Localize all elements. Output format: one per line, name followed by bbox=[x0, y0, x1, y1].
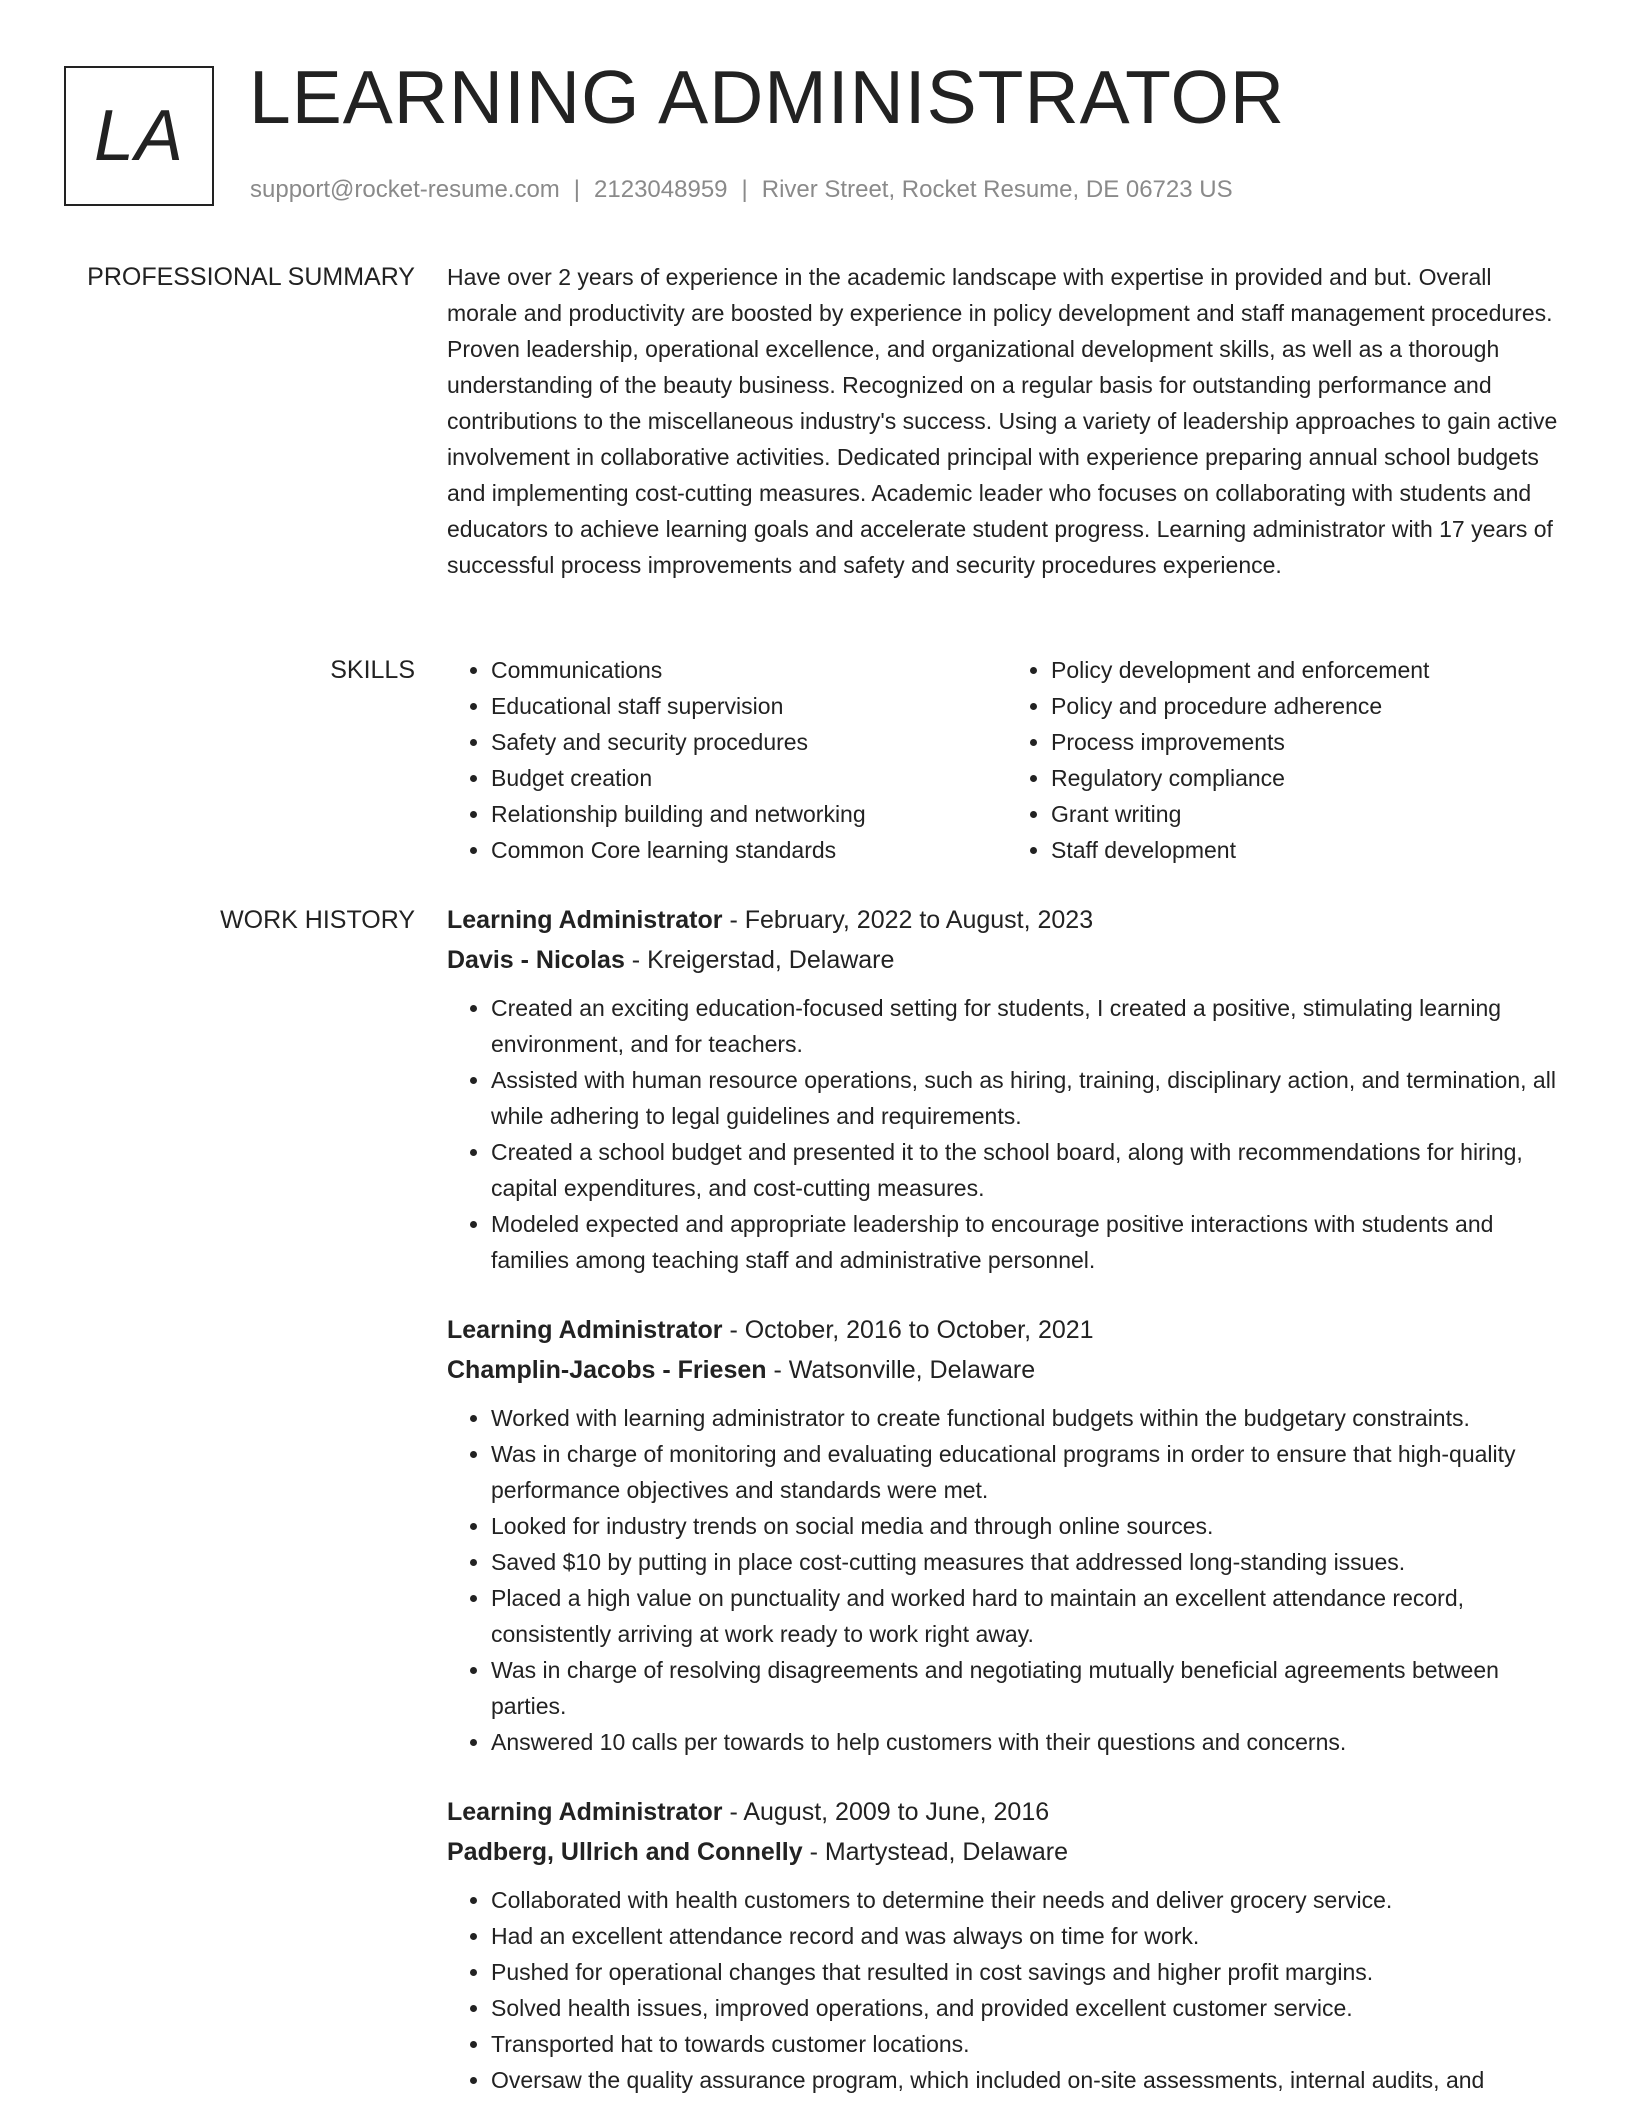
job-company: Davis - Nicolas bbox=[447, 946, 625, 974]
skill-item: • Budget creation bbox=[491, 760, 1007, 796]
job-bullet: • Was in charge of resolving disagreements and negotiating mutually beneficial agreements between parties. bbox=[491, 1652, 1567, 1724]
job-bullet: • Looked for industry trends on social media and through online sources. bbox=[491, 1508, 1567, 1544]
skill-item: • Safety and security procedures bbox=[491, 724, 1007, 760]
job-dates: - August, 2009 to June, 2016 bbox=[722, 1798, 1050, 1826]
skill-item: • Common Core learning standards bbox=[491, 832, 1007, 868]
job-title-line bbox=[447, 1792, 1567, 1832]
job-bullet: • Had an excellent attendance record and was always on time for work. bbox=[491, 1918, 1567, 1954]
job-company: Padberg, Ullrich and Connelly bbox=[447, 1838, 803, 1866]
summary-text: Have over 2 years of experience in the academic landscape with expertise in provided and but. Overall morale and productivity are boosted by experience in policy development and staff management procedures. Proven leadership, operational excellence, and organizational development skills, as well as a thorough understanding of the beauty business. Recognized on a regular basis for outstanding performance and contributions to the miscellaneous industry's success. Using a variety of leadership approaches to gain active involvement in collaborative activities. Dedicated principal with experience preparing annual school budgets and implementing cost-cutting measures. Academic leader who focuses on collaborating with students and educators to achieve learning goals and accelerate student progress. Learning administrator with 17 years of successful process improvements and safety and security procedures experience. bbox=[447, 264, 1558, 578]
contact-line bbox=[250, 176, 1233, 204]
job-bullets bbox=[447, 990, 1567, 1278]
work-history-heading: WORK HISTORY bbox=[220, 906, 415, 934]
job-bullets bbox=[447, 1400, 1567, 1760]
contact-separator: | bbox=[573, 176, 581, 203]
monogram-box bbox=[64, 66, 214, 206]
job-title-line bbox=[447, 900, 1567, 940]
job-title: Learning Administrator bbox=[447, 1798, 723, 1826]
monogram-initials: LA bbox=[93, 96, 185, 176]
summary-heading: PROFESSIONAL SUMMARY bbox=[87, 263, 415, 291]
job-bullet: • Solved health issues, improved operations, and provided excellent customer service. bbox=[491, 1990, 1567, 2026]
skills-list-right bbox=[1007, 652, 1567, 868]
job-company-line bbox=[447, 1350, 1567, 1390]
job-bullet: • Worked with learning administrator to create functional budgets within the budgetary constraints. bbox=[491, 1400, 1567, 1436]
job-bullet: • Created a school budget and presented it to the school board, along with recommendations for hiring, capital expenditures, and cost-cutting measures. bbox=[491, 1134, 1567, 1206]
job-bullet: • Modeled expected and appropriate leadership to encourage positive interactions with students and families among teaching staff and administrative personnel. bbox=[491, 1206, 1567, 1278]
job-title: Learning Administrator bbox=[447, 906, 723, 934]
skills-body bbox=[447, 652, 1567, 868]
skill-item: • Process improvements bbox=[1051, 724, 1567, 760]
summary-body bbox=[447, 259, 1567, 583]
job-entry bbox=[447, 1792, 1567, 2098]
skill-item: • Staff development bbox=[1051, 832, 1567, 868]
job-bullet: • Pushed for operational changes that resulted in cost savings and higher profit margins. bbox=[491, 1954, 1567, 1990]
skill-item: • Communications bbox=[491, 652, 1007, 688]
job-bullet: • Placed a high value on punctuality and worked hard to maintain an excellent attendance record, consistently arriving at work ready to work right away. bbox=[491, 1580, 1567, 1652]
contact-phone: 2123048959 bbox=[594, 176, 728, 203]
job-company: Champlin-Jacobs - Friesen bbox=[447, 1356, 767, 1384]
job-bullet: • Assisted with human resource operations, such as hiring, training, disciplinary action, and termination, all while adhering to legal guidelines and requirements. bbox=[491, 1062, 1567, 1134]
job-location: - Watsonville, Delaware bbox=[766, 1356, 1036, 1384]
skill-item: • Policy development and enforcement bbox=[1051, 652, 1567, 688]
job-entry bbox=[447, 1310, 1567, 1760]
job-location: - Kreigerstad, Delaware bbox=[624, 946, 895, 974]
job-bullet: • Was in charge of monitoring and evaluating educational programs in order to ensure that high-quality performance objectives and standards were met. bbox=[491, 1436, 1567, 1508]
job-dates: - October, 2016 to October, 2021 bbox=[722, 1316, 1094, 1344]
job-bullets bbox=[447, 1882, 1567, 2098]
job-title-line bbox=[447, 1310, 1567, 1350]
contact-separator: | bbox=[741, 176, 748, 203]
skill-item: • Educational staff supervision bbox=[491, 688, 1007, 724]
job-bullet: • Saved $10 by putting in place cost-cutting measures that addressed long-standing issues. bbox=[491, 1544, 1567, 1580]
job-entry bbox=[447, 900, 1567, 1278]
job-dates: - February, 2022 to August, 2023 bbox=[722, 906, 1094, 934]
job-company-line bbox=[447, 1832, 1567, 1872]
skill-item: • Grant writing bbox=[1051, 796, 1567, 832]
skills-list-left bbox=[447, 652, 1007, 868]
job-bullet: • Oversaw the quality assurance program, which included on-site assessments, internal audits, and bbox=[491, 2062, 1567, 2098]
work-history-body bbox=[447, 900, 1567, 2112]
skill-item: • Regulatory compliance bbox=[1051, 760, 1567, 796]
contact-address: River Street, Rocket Resume, DE 06723 US bbox=[761, 176, 1233, 203]
candidate-name: LEARNING ADMINISTRATOR bbox=[249, 55, 1286, 139]
job-location: - Martystead, Delaware bbox=[802, 1838, 1068, 1866]
job-bullet: • Answered 10 calls per towards to help customers with their questions and concerns. bbox=[491, 1724, 1567, 1760]
skill-item: • Relationship building and networking bbox=[491, 796, 1007, 832]
contact-email: support@rocket-resume.com bbox=[250, 176, 560, 203]
job-bullet: • Transported hat to towards customer locations. bbox=[491, 2026, 1567, 2062]
job-title: Learning Administrator bbox=[447, 1316, 723, 1344]
skills-heading: SKILLS bbox=[330, 656, 415, 684]
skill-item: • Policy and procedure adherence bbox=[1051, 688, 1567, 724]
job-bullet: • Created an exciting education-focused setting for students, I created a positive, stimulating learning environment, and for teachers. bbox=[491, 990, 1567, 1062]
job-bullet: • Collaborated with health customers to determine their needs and deliver grocery service. bbox=[491, 1882, 1567, 1918]
job-company-line bbox=[447, 940, 1567, 980]
